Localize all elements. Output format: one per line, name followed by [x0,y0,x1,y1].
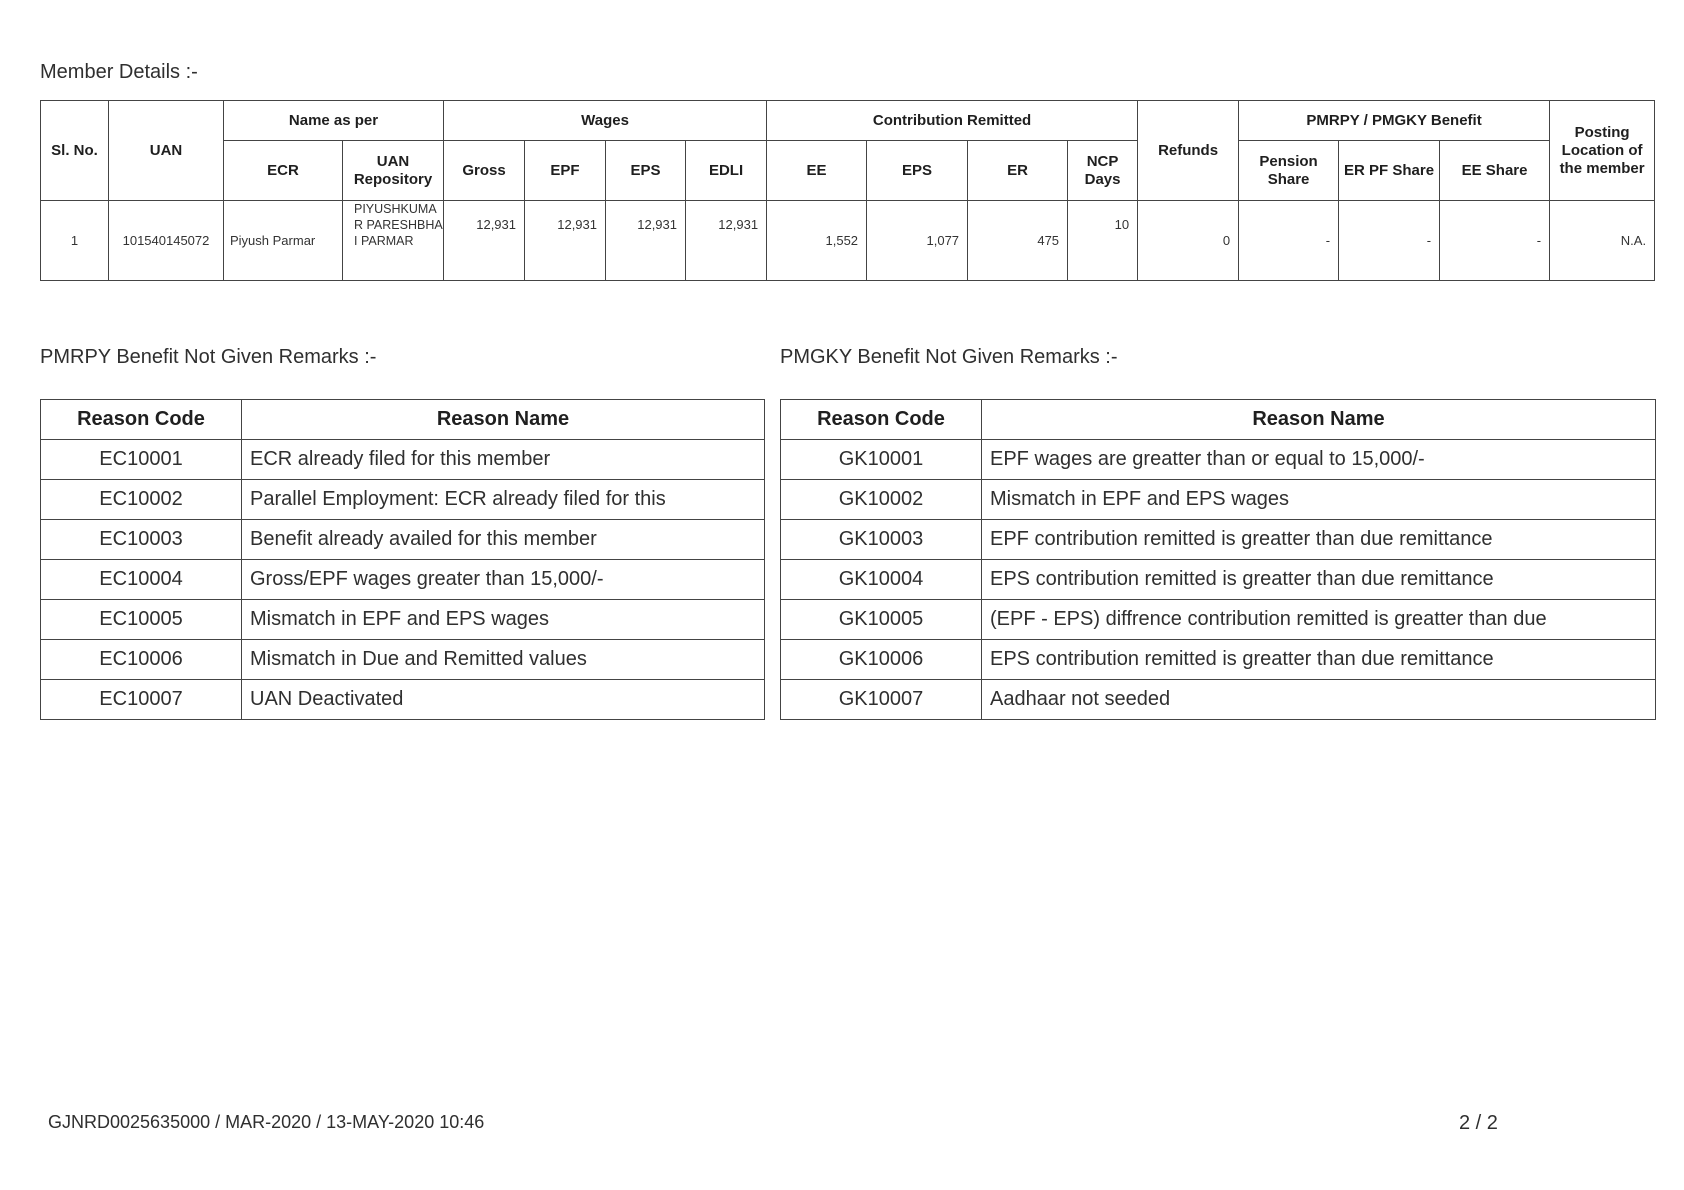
reason-code: EC10004 [41,560,242,600]
cell-contrib-eps: 1,077 [867,201,968,281]
col-header-posting-location: Posting Location of the member [1550,101,1655,201]
cell-ecr-name: Piyush Parmar [224,201,343,281]
member-details-table [40,100,1655,281]
pmrpy-remarks-table [40,399,765,720]
table-row [41,440,765,480]
reason-name: Mismatch in EPF and EPS wages [982,480,1656,520]
reason-code: EC10003 [41,520,242,560]
reason-code: GK10003 [781,520,982,560]
page-number: 2 / 2 [1459,1112,1498,1134]
footer-reference: GJNRD0025635000 / MAR-2020 / 13-MAY-2020 10:46 [48,1112,485,1132]
reason-name: EPF contribution remitted is greatter than due remittance [982,520,1656,560]
table-row [41,480,765,520]
col-header-pension-share: Pension Share [1239,141,1339,201]
cell-uan-repository-name: PIYUSHKUMAR PARESHBHAI PARMAR [343,201,444,281]
reason-name: Parallel Employment: ECR already filed for this [242,480,765,520]
col-header-sl-no: Sl. No. [41,101,109,201]
col-header-epf: EPF [525,141,606,201]
cell-uan: 101540145072 [109,201,224,281]
reason-code: EC10007 [41,680,242,720]
col-header-contrib-eps: EPS [867,141,968,201]
table-row [41,600,765,640]
col-header-ncp-days: NCP Days [1068,141,1138,201]
reason-code: GK10002 [781,480,982,520]
table-row [41,560,765,600]
table-row [781,640,1656,680]
reason-code: GK10006 [781,640,982,680]
reason-name: UAN Deactivated [242,680,765,720]
col-group-benefit: PMRPY / PMGKY Benefit [1239,101,1550,141]
cell-refunds: 0 [1138,201,1239,281]
col-header-ecr: ECR [224,141,343,201]
reason-code: GK10004 [781,560,982,600]
reason-code: EC10001 [41,440,242,480]
col-header-uan: UAN [109,101,224,201]
cell-sl-no: 1 [41,201,109,281]
reason-code: EC10006 [41,640,242,680]
reason-code: GK10001 [781,440,982,480]
col-header-gross: Gross [444,141,525,201]
table-row [781,560,1656,600]
cell-er: 475 [968,201,1068,281]
reason-code: GK10007 [781,680,982,720]
reason-name: EPF wages are greatter than or equal to 15,000/- [982,440,1656,480]
reason-name: Gross/EPF wages greater than 15,000/- [242,560,765,600]
reason-code: GK10005 [781,600,982,640]
table-row [781,480,1656,520]
pmgky-remarks-table [780,399,1656,720]
col-group-wages: Wages [444,101,767,141]
cell-ee: 1,552 [767,201,867,281]
reason-name: EPS contribution remitted is greatter than due remittance [982,640,1656,680]
reason-name: (EPF - EPS) diffrence contribution remitted is greatter than due [982,600,1656,640]
col-header-reason-name: Reason Name [242,400,765,440]
col-group-name-as-per: Name as per [224,101,444,141]
col-header-uan-repository: UAN Repository [343,141,444,201]
table-row [41,201,1655,281]
table-row [41,680,765,720]
pmgky-remarks-heading: PMGKY Benefit Not Given Remarks :- [780,346,1118,368]
col-header-er-pf-share: ER PF Share [1339,141,1440,201]
cell-gross: 12,931 [444,201,525,281]
reason-code: EC10005 [41,600,242,640]
cell-er-pf-share: - [1339,201,1440,281]
reason-name: Aadhaar not seeded [982,680,1656,720]
col-header-reason-code: Reason Code [41,400,242,440]
reason-code: EC10002 [41,480,242,520]
table-row [781,440,1656,480]
col-header-refunds: Refunds [1138,101,1239,201]
col-group-contribution-remitted: Contribution Remitted [767,101,1138,141]
pmrpy-remarks-heading: PMRPY Benefit Not Given Remarks :- [40,346,377,368]
cell-posting-location: N.A. [1550,201,1655,281]
col-header-ee-share: EE Share [1440,141,1550,201]
member-details-heading: Member Details :- [40,61,198,83]
cell-epf: 12,931 [525,201,606,281]
reason-name: Benefit already availed for this member [242,520,765,560]
cell-eps: 12,931 [606,201,686,281]
reason-name: Mismatch in Due and Remitted values [242,640,765,680]
cell-edli: 12,931 [686,201,767,281]
col-header-ee: EE [767,141,867,201]
col-header-reason-name: Reason Name [982,400,1656,440]
cell-pension-share: - [1239,201,1339,281]
reason-name: EPS contribution remitted is greatter than due remittance [982,560,1656,600]
table-row [781,600,1656,640]
col-header-er: ER [968,141,1068,201]
col-header-edli: EDLI [686,141,767,201]
cell-ee-share: - [1440,201,1550,281]
col-header-reason-code: Reason Code [781,400,982,440]
table-row [781,680,1656,720]
table-row [41,520,765,560]
table-row [781,520,1656,560]
cell-ncp-days: 10 [1068,201,1138,281]
col-header-eps: EPS [606,141,686,201]
reason-name: Mismatch in EPF and EPS wages [242,600,765,640]
reason-name: ECR already filed for this member [242,440,765,480]
table-row [41,640,765,680]
